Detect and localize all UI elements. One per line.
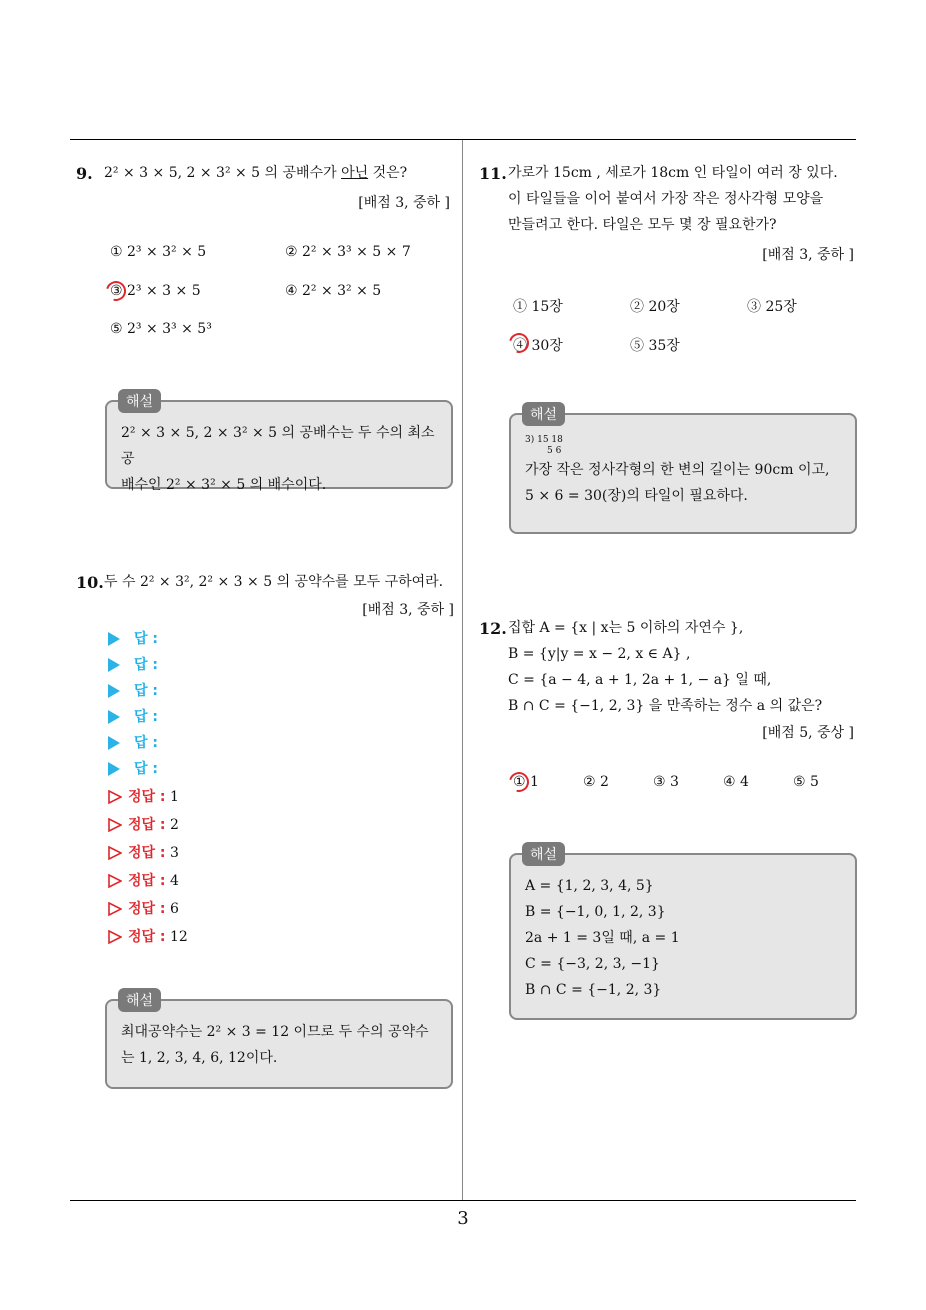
play-outline-icon bbox=[108, 902, 122, 916]
choice-4[interactable]: ④ 2² × 3² × 5 bbox=[285, 283, 382, 299]
answer-row[interactable] bbox=[108, 680, 158, 700]
solution-line: 2² × 3 × 5, 2 × 3² × 5 의 공배수는 두 수의 최소공 bbox=[121, 425, 435, 467]
question-line: B ∩ C = {−1, 2, 3} 을 만족하는 정수 a 의 값은? bbox=[508, 698, 823, 714]
column-divider bbox=[462, 140, 463, 1201]
correct-answer-row bbox=[108, 842, 179, 862]
play-icon bbox=[108, 684, 120, 698]
correct-answer-row bbox=[108, 926, 188, 946]
answer-label: 답 : bbox=[134, 709, 158, 725]
choice-3[interactable]: ③ 3 bbox=[653, 774, 679, 790]
answer-label: 답 : bbox=[134, 683, 158, 699]
correct-value: 2 bbox=[169, 817, 179, 833]
play-icon bbox=[108, 658, 120, 672]
answer-row[interactable] bbox=[108, 732, 158, 752]
answer-circle-mark bbox=[505, 768, 532, 795]
answer-row[interactable] bbox=[108, 758, 158, 778]
solution-line: 5 × 6 = 30(장)의 타일이 필요하다. bbox=[525, 488, 748, 504]
question-9 bbox=[76, 164, 93, 183]
answer-circle-mark bbox=[102, 277, 129, 304]
play-outline-icon bbox=[108, 846, 122, 860]
correct-label: 정답 : bbox=[128, 901, 166, 917]
answer-label: 답 : bbox=[134, 631, 158, 647]
solution-line: 는 1, 2, 3, 4, 6, 12이다. bbox=[121, 1050, 278, 1066]
score-label: [배점 3, 중하 ] bbox=[358, 195, 450, 211]
answer-row[interactable] bbox=[108, 628, 158, 648]
score-label: [배점 3, 중하 ] bbox=[762, 247, 854, 263]
play-icon bbox=[108, 762, 120, 776]
play-icon bbox=[108, 710, 120, 724]
answer-label: 답 : bbox=[134, 761, 158, 777]
score-label: [배점 5, 중상 ] bbox=[762, 725, 854, 741]
correct-label: 정답 : bbox=[128, 817, 166, 833]
solution-line: 가장 작은 정사각형의 한 변의 길이는 90cm 이고, bbox=[525, 462, 830, 478]
correct-answer-row bbox=[108, 814, 179, 834]
choice-4[interactable]: ④ 30장 bbox=[513, 338, 563, 354]
solution-box bbox=[105, 400, 453, 493]
correct-label: 정답 : bbox=[128, 845, 166, 861]
question-11 bbox=[479, 164, 507, 183]
question-text: 2² × 3 × 5, 2 × 3² × 5 의 공배수가 bbox=[104, 165, 342, 181]
answer-row[interactable] bbox=[108, 654, 158, 674]
question-number: 10. bbox=[76, 573, 104, 592]
question-11-text bbox=[508, 160, 860, 238]
solution-line: 배수인 2² × 3² × 5 의 배수이다. bbox=[121, 477, 327, 493]
solution-line: C = {−3, 2, 3, −1} bbox=[525, 956, 660, 972]
top-rule bbox=[70, 139, 856, 140]
question-number: 11. bbox=[479, 164, 507, 183]
solution-tag: 해설 bbox=[522, 402, 565, 426]
choice-1[interactable]: ① 15장 bbox=[513, 299, 563, 315]
choice-2[interactable]: ② 2 bbox=[583, 774, 609, 790]
answer-row[interactable] bbox=[108, 706, 158, 726]
correct-label: 정답 : bbox=[128, 789, 166, 805]
question-10 bbox=[76, 573, 104, 592]
question-12 bbox=[479, 619, 507, 638]
division-row: 3) 15 18 bbox=[525, 435, 563, 445]
correct-value: 12 bbox=[169, 929, 188, 945]
question-line: 이 타일들을 이어 붙여서 가장 작은 정사각형 모양을 bbox=[508, 191, 824, 207]
page-number: 3 bbox=[457, 1208, 469, 1229]
choice-2[interactable]: ② 2² × 3³ × 5 × 7 bbox=[285, 244, 411, 260]
choice-2[interactable]: ② 20장 bbox=[630, 299, 680, 315]
solution-box bbox=[509, 853, 857, 1020]
question-10-text: 두 수 2² × 3², 2² × 3 × 5 의 공약수를 모두 구하여라. bbox=[104, 574, 444, 590]
solution-line: 2a + 1 = 3일 때, a = 1 bbox=[525, 930, 680, 946]
play-outline-icon bbox=[108, 790, 122, 804]
correct-answer-row bbox=[108, 786, 179, 806]
choice-5[interactable]: ⑤ 5 bbox=[793, 774, 819, 790]
play-outline-icon bbox=[108, 874, 122, 888]
solution-tag: 해설 bbox=[522, 842, 565, 866]
solution-box bbox=[509, 413, 857, 534]
question-9-text bbox=[104, 160, 454, 186]
correct-label: 정답 : bbox=[128, 929, 166, 945]
solution-line: 최대공약수는 2² × 3 = 12 이므로 두 수의 공약수 bbox=[121, 1024, 429, 1040]
correct-value: 6 bbox=[169, 901, 179, 917]
correct-value: 1 bbox=[169, 789, 179, 805]
bottom-rule bbox=[70, 1200, 856, 1201]
correct-value: 3 bbox=[169, 845, 179, 861]
answer-label: 답 : bbox=[134, 735, 158, 751]
solution-line: B ∩ C = {−1, 2, 3} bbox=[525, 982, 662, 998]
question-number: 9. bbox=[76, 164, 93, 183]
choice-5[interactable]: ⑤ 35장 bbox=[630, 338, 680, 354]
correct-label: 정답 : bbox=[128, 873, 166, 889]
choice-1[interactable]: ① 1 bbox=[513, 774, 539, 790]
play-outline-icon bbox=[108, 818, 122, 832]
question-line: B = {y|y = x − 2, x ∈ A} , bbox=[508, 646, 691, 662]
question-line: 집합 A = {x | x는 5 이하의 자연수 }, bbox=[508, 620, 744, 636]
solution-line: A = {1, 2, 3, 4, 5} bbox=[525, 878, 654, 894]
question-12-text bbox=[508, 615, 860, 719]
choice-3[interactable]: ③ 25장 bbox=[747, 299, 797, 315]
division-row: 5 6 bbox=[547, 446, 562, 456]
correct-answer-row bbox=[108, 898, 179, 918]
question-line: 가로가 15cm , 세로가 18cm 인 타일이 여러 장 있다. bbox=[508, 165, 838, 181]
play-icon bbox=[108, 632, 120, 646]
question-text-end: 것은? bbox=[368, 165, 408, 181]
score-label: [배점 3, 중하 ] bbox=[362, 602, 454, 618]
question-number: 12. bbox=[479, 619, 507, 638]
solution-tag: 해설 bbox=[118, 988, 161, 1012]
solution-box bbox=[105, 999, 453, 1089]
correct-value: 4 bbox=[169, 873, 179, 889]
choice-5[interactable]: ⑤ 2³ × 3³ × 5³ bbox=[110, 321, 212, 337]
choice-3[interactable]: ③ 2³ × 3 × 5 bbox=[110, 283, 201, 299]
solution-line: B = {−1, 0, 1, 2, 3} bbox=[525, 904, 666, 920]
underlined-word: 아닌 bbox=[341, 165, 369, 181]
solution-tag: 해설 bbox=[118, 389, 161, 413]
correct-answer-row bbox=[108, 870, 179, 890]
choice-4[interactable]: ④ 4 bbox=[723, 774, 749, 790]
play-icon bbox=[108, 736, 120, 750]
choice-1[interactable]: ① 2³ × 3² × 5 bbox=[110, 244, 207, 260]
play-outline-icon bbox=[108, 930, 122, 944]
answer-label: 답 : bbox=[134, 657, 158, 673]
question-line: 만들려고 한다. 타일은 모두 몇 장 필요한가? bbox=[508, 217, 777, 233]
question-line: C = {a − 4, a + 1, 2a + 1, − a} 일 때, bbox=[508, 672, 772, 688]
